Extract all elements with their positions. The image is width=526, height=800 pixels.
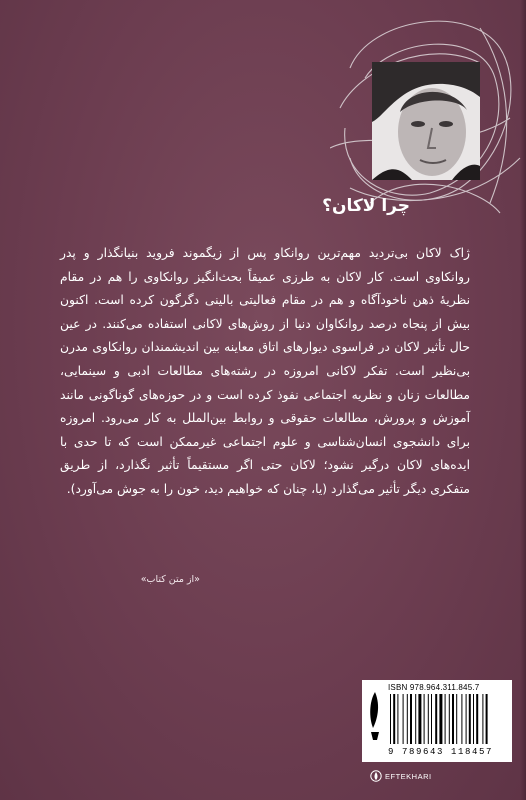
publisher-logo-icon (365, 688, 385, 744)
barcode-bar (486, 694, 488, 744)
barcode-bar (461, 694, 462, 744)
publisher-name: EFTEKHARI (385, 771, 432, 781)
barcode-bar (466, 694, 467, 744)
barcode-digits: 9 789643 118457 (388, 747, 494, 757)
barcode-bar (469, 694, 471, 744)
barcode-bar (445, 694, 446, 744)
book-title: چرا لاکان؟ (322, 196, 410, 216)
barcode-bar (476, 694, 478, 744)
barcode-bar (410, 694, 412, 744)
barcode-bar (407, 694, 408, 744)
barcode-bar (424, 694, 425, 744)
barcode-bar (390, 694, 391, 744)
author-portrait (372, 62, 480, 180)
barcode-bar (473, 694, 474, 744)
barcode-bar (397, 694, 398, 744)
barcode (388, 694, 508, 746)
publisher-icon (370, 770, 382, 782)
barcode-bar (393, 694, 395, 744)
barcode-bar (418, 694, 421, 744)
blurb-text: ژاک لاکان بی‌تردید مهم‌ترین روانکاو پس از زیگموند فروید بنیانگذار و پدر روانکاوی است. کار لاکان به طرزی عمیقاً بحث‌انگیز روانکاوی را هم در مقام نظریهٔ ذهن ناخودآگاه و هم در مقام فعالیتی بالینی دگرگون کرده است. اکنون بیش از پنجاه درصد روانکاوان دنیا از روش‌های لاکانی استفاده می‌کنند. در عین حال تأثیر لاکان در فراسوی دیوارهای اتاق معاینه بین اندیشمندان روانکاوی مدرن بی‌نظیر است. تفکر لاکانی امروزه در رشته‌های مطالعات ادبی و سینمایی، مطالعات زنان و نظریه اجتماعی نفوذ کرده است و در حوزه‌های گوناگونی مانند آموزش و پرورش، مطالعات حقوقی و روابط بین‌الملل به کار می‌رود. امروزه برای دانشجوی انسان‌شناسی و علوم اجتماعی غیرممکن است که تا حدی با ایده‌های لاکان درگیر نشود؛ لاکان حتی اگر مستقیماً تأثیر نگذارد، از طریق متفکری دیگر تأثیر می‌گذارد (یا، چنان که خواهیم دید، خون را به جوش می‌آورد). (60, 246, 470, 496)
barcode-label (362, 680, 512, 762)
barcode-bar (428, 694, 429, 744)
barcode-bar (456, 694, 457, 744)
barcode-bar (431, 694, 432, 744)
barcode-bar (439, 694, 442, 744)
barcode-bar (415, 694, 416, 744)
barcode-bar (449, 694, 450, 744)
isbn-number: ISBN 978.964.311.845.7 (388, 683, 480, 692)
barcode-bar (435, 694, 437, 744)
publisher-mark (370, 770, 432, 782)
source-note: «از متن کتاب» (140, 574, 200, 585)
barcode-bar (452, 694, 454, 744)
barcode-bar (403, 694, 404, 744)
barcode-bar (482, 694, 483, 744)
